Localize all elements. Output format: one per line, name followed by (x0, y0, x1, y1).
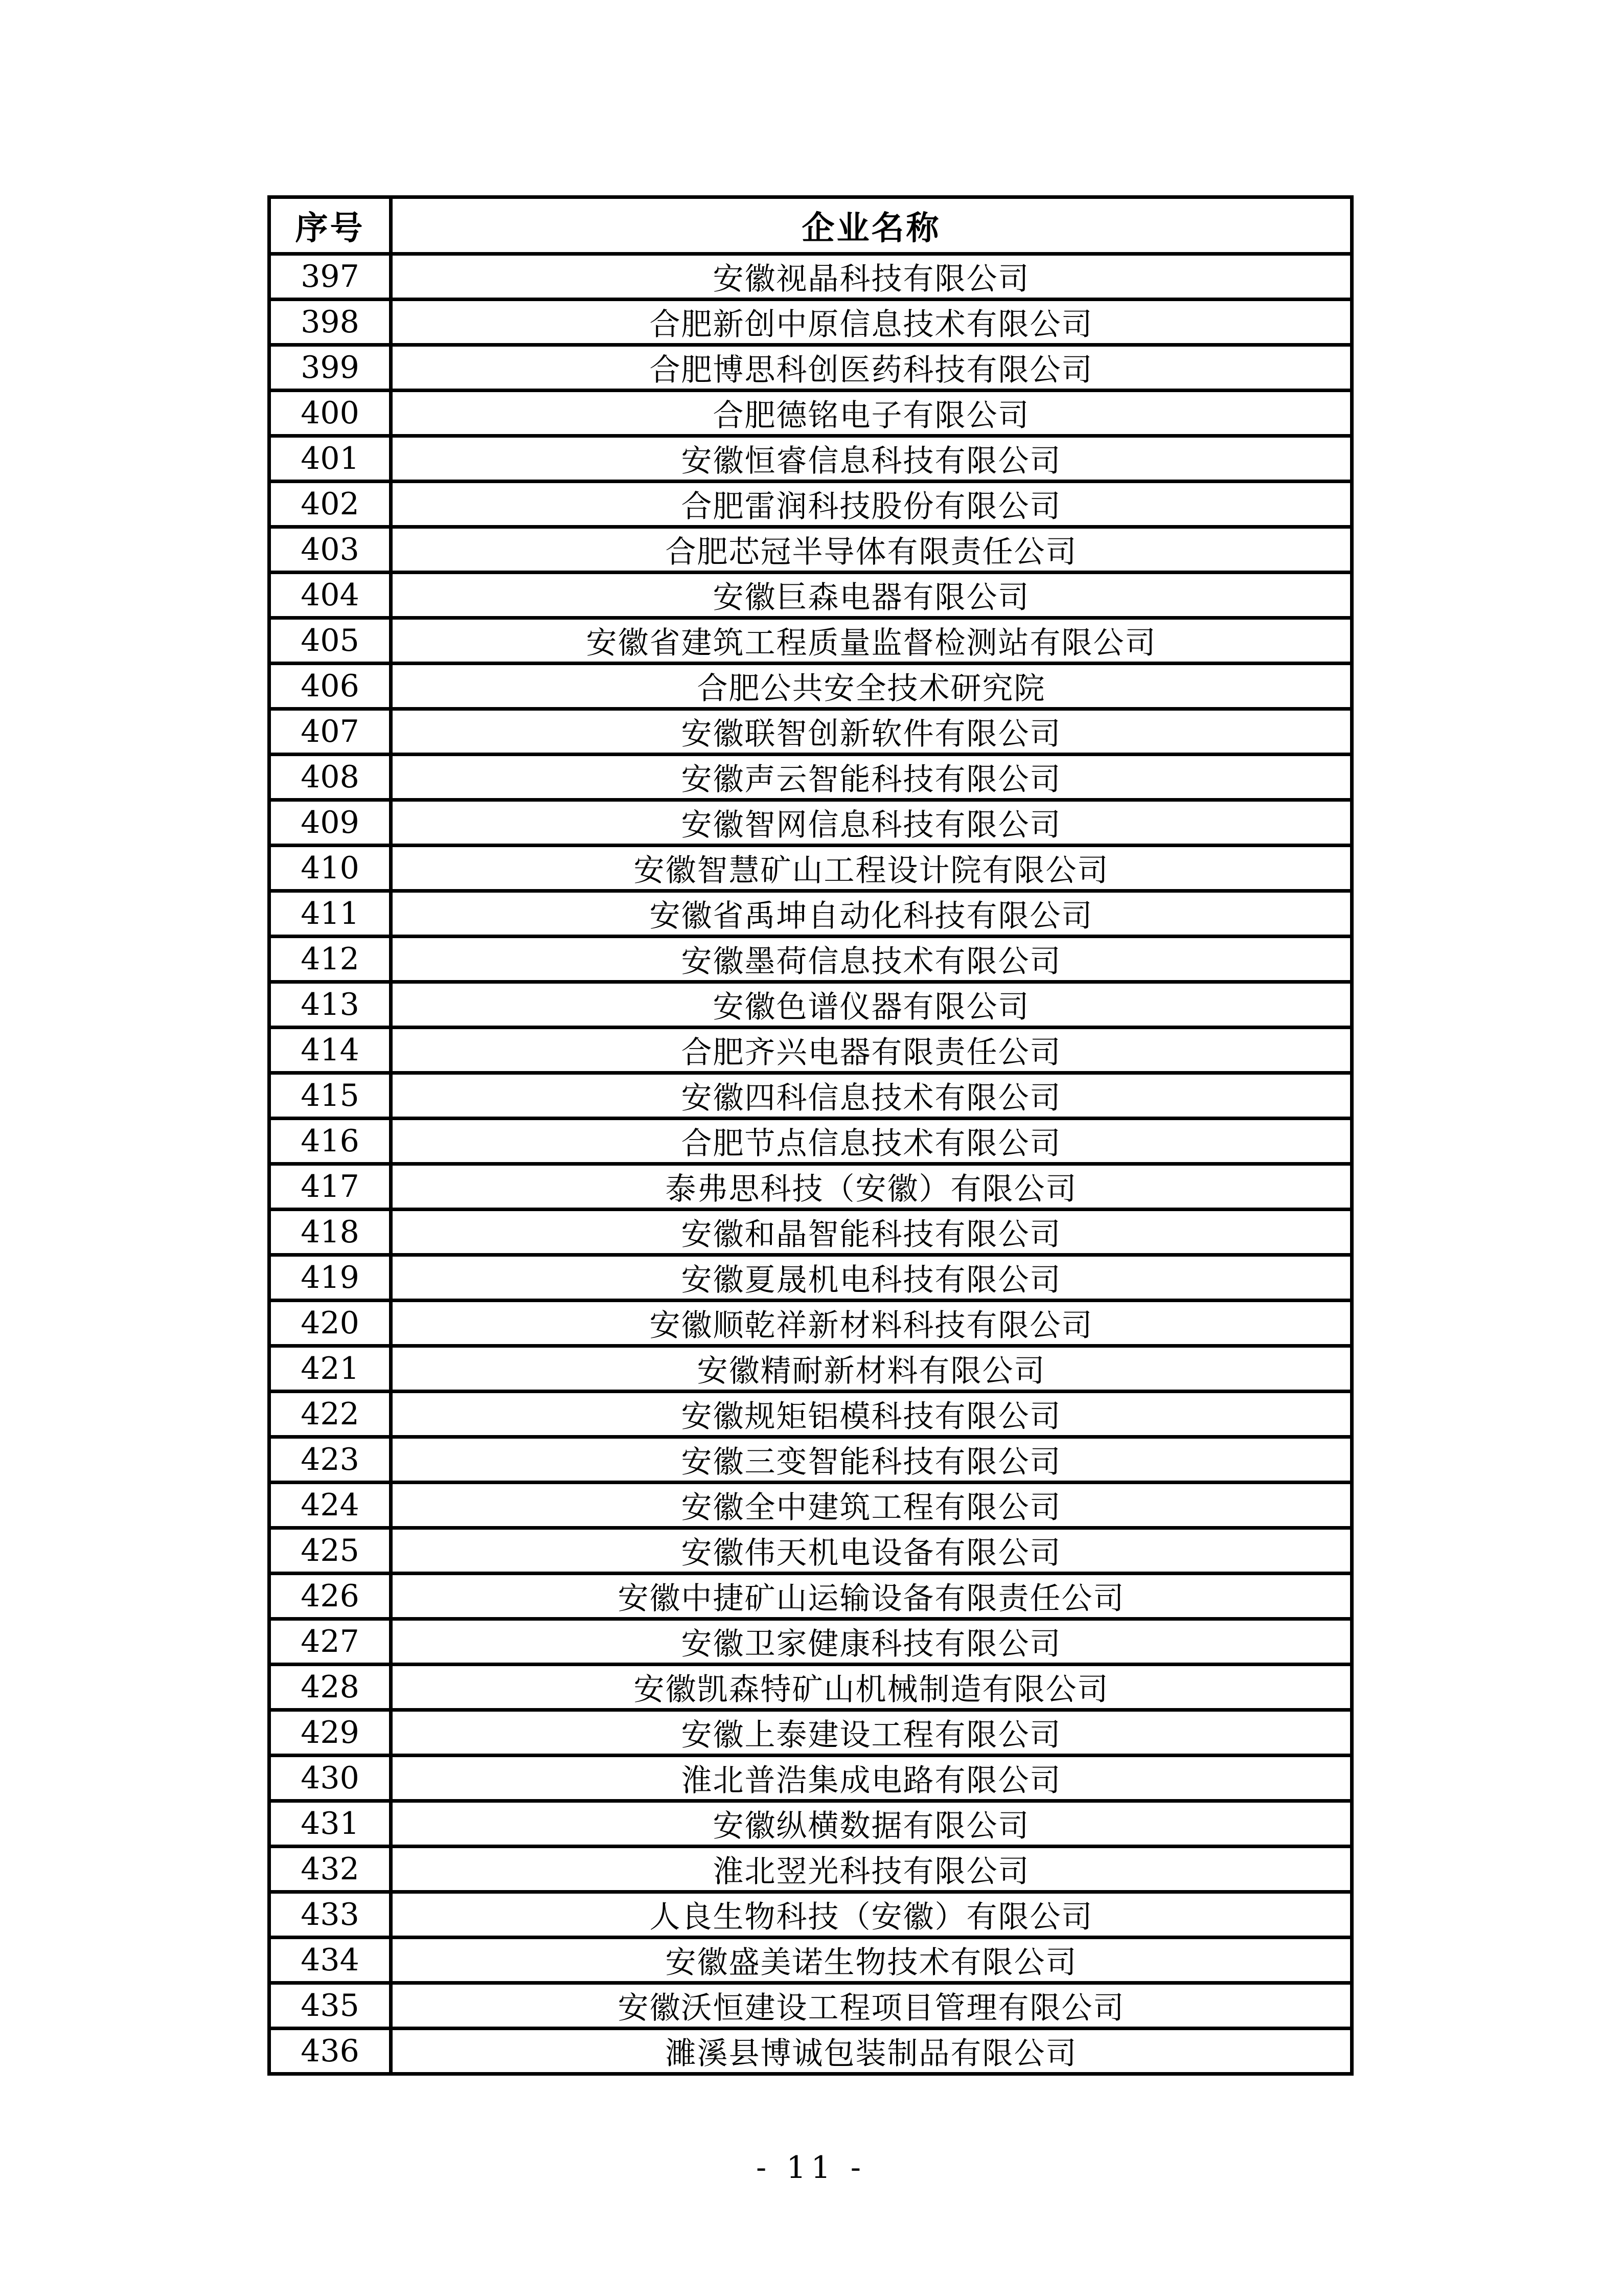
row-index-cell: 417 (271, 1166, 393, 1208)
company-name-cell: 安徽盛美诺生物技术有限公司 (665, 1945, 1078, 1981)
company-name-cell: 安徽上泰建设工程有限公司 (681, 1717, 1062, 1753)
table-row (271, 1435, 1350, 1481)
company-name-cell: 安徽和晶智能科技有限公司 (681, 1217, 1062, 1253)
table-row (271, 298, 1350, 343)
row-index-cell: 405 (271, 620, 393, 662)
company-name-cell: 人良生物科技（安徽）有限公司 (649, 1899, 1093, 1935)
company-name-cell: 安徽凯森特矿山机械制造有限公司 (633, 1672, 1109, 1708)
row-index-cell: 430 (271, 1757, 393, 1799)
company-name-cell: 合肥齐兴电器有限责任公司 (681, 1035, 1062, 1071)
row-index-cell: 414 (271, 1029, 393, 1071)
row-index-cell: 400 (271, 392, 393, 434)
table-row (271, 389, 1350, 434)
company-name-cell: 安徽声云智能科技有限公司 (681, 762, 1062, 798)
company-name-cell: 安徽智慧矿山工程设计院有限公司 (633, 853, 1109, 889)
row-index-cell: 412 (271, 938, 393, 980)
company-name-cell: 安徽精耐新材料有限公司 (697, 1353, 1046, 1389)
table-row (271, 252, 1350, 298)
row-index-cell: 418 (271, 1211, 393, 1253)
row-index-cell: 398 (271, 301, 393, 343)
page-number: - 11 - (756, 2150, 866, 2186)
table-row (271, 1799, 1350, 1845)
company-name-cell: 安徽规矩铝模科技有限公司 (681, 1399, 1062, 1435)
table-row (271, 480, 1350, 525)
column-header-index: 序号 (271, 199, 393, 252)
company-name-cell: 安徽沃恒建设工程项目管理有限公司 (618, 1990, 1125, 2026)
table-row (271, 1481, 1350, 1526)
row-index-cell: 426 (271, 1575, 393, 1617)
company-name-cell: 安徽智网信息科技有限公司 (681, 807, 1062, 843)
company-name-cell: 濉溪县博诚包装制品有限公司 (665, 2036, 1078, 2072)
table-row (271, 1299, 1350, 1344)
company-name-cell: 合肥新创中原信息技术有限公司 (649, 307, 1093, 343)
table-row (271, 1663, 1350, 1708)
company-name-cell: 安徽全中建筑工程有限公司 (681, 1490, 1062, 1526)
row-index-cell: 403 (271, 529, 393, 571)
table-row (271, 616, 1350, 662)
company-name-cell: 安徽顺乾祥新材料科技有限公司 (649, 1308, 1093, 1344)
table-row (271, 1845, 1350, 1890)
company-name-cell: 安徽夏晟机电科技有限公司 (681, 1262, 1062, 1298)
table-row (271, 2027, 1350, 2072)
table-row (271, 980, 1350, 1026)
table-row (271, 798, 1350, 844)
company-name-cell: 安徽省建筑工程质量监督检测站有限公司 (586, 625, 1157, 661)
table-row (271, 753, 1350, 798)
table-row (271, 935, 1350, 980)
row-index-cell: 407 (271, 711, 393, 753)
row-index-cell: 434 (271, 1939, 393, 1981)
company-name-cell: 安徽中捷矿山运输设备有限责任公司 (618, 1581, 1125, 1617)
company-name-cell: 安徽墨荷信息技术有限公司 (681, 944, 1062, 980)
table-row (271, 1936, 1350, 1981)
table-row (271, 1981, 1350, 2027)
row-index-cell: 421 (271, 1348, 393, 1390)
row-index-cell: 436 (271, 2030, 393, 2072)
row-index-cell: 406 (271, 665, 393, 707)
company-name-cell: 合肥芯冠半导体有限责任公司 (665, 534, 1078, 570)
company-name-cell: 安徽纵横数据有限公司 (713, 1808, 1030, 1844)
row-index-cell: 416 (271, 1120, 393, 1162)
row-index-cell: 422 (271, 1393, 393, 1435)
row-index-cell: 411 (271, 893, 393, 935)
table-row (271, 1253, 1350, 1299)
company-name-cell: 安徽四科信息技术有限公司 (681, 1080, 1062, 1116)
company-name-cell: 合肥雷润科技股份有限公司 (681, 489, 1062, 525)
table-row (271, 1071, 1350, 1117)
company-name-cell: 安徽三变智能科技有限公司 (681, 1444, 1062, 1480)
table-row (271, 889, 1350, 935)
company-name-cell: 安徽省禹坤自动化科技有限公司 (649, 898, 1093, 934)
company-name-cell: 安徽伟天机电设备有限公司 (681, 1535, 1062, 1571)
company-name-cell: 安徽色谱仪器有限公司 (713, 989, 1030, 1025)
row-index-cell: 431 (271, 1803, 393, 1845)
row-index-cell: 399 (271, 347, 393, 389)
company-name-cell: 安徽恒睿信息科技有限公司 (681, 443, 1062, 479)
table-row (271, 525, 1350, 571)
row-index-cell: 397 (271, 256, 393, 298)
table-row (271, 1526, 1350, 1572)
row-index-cell: 429 (271, 1712, 393, 1754)
table-row (271, 1117, 1350, 1162)
company-table (267, 195, 1354, 2076)
row-index-cell: 401 (271, 438, 393, 480)
column-header-name: 企业名称 (802, 209, 941, 247)
row-index-cell: 415 (271, 1075, 393, 1117)
company-name-cell: 淮北翌光科技有限公司 (713, 1854, 1030, 1890)
row-index-cell: 433 (271, 1894, 393, 1936)
table-row (271, 707, 1350, 753)
row-index-cell: 409 (271, 802, 393, 844)
row-index-cell: 427 (271, 1621, 393, 1663)
table-header-row (271, 199, 1350, 252)
row-index-cell: 432 (271, 1848, 393, 1890)
table-row (271, 1208, 1350, 1253)
table-row (271, 343, 1350, 389)
table-row (271, 434, 1350, 480)
table-row (271, 844, 1350, 889)
table-body (271, 252, 1350, 2072)
row-index-cell: 408 (271, 756, 393, 798)
row-index-cell: 419 (271, 1257, 393, 1299)
table-row (271, 1026, 1350, 1071)
row-index-cell: 404 (271, 574, 393, 616)
company-name-cell: 安徽巨森电器有限公司 (713, 580, 1030, 616)
company-name-cell: 淮北普浩集成电路有限公司 (681, 1763, 1062, 1799)
row-index-cell: 423 (271, 1439, 393, 1481)
row-index-cell: 402 (271, 483, 393, 525)
row-index-cell: 420 (271, 1302, 393, 1344)
row-index-cell: 435 (271, 1985, 393, 2027)
row-index-cell: 410 (271, 847, 393, 889)
row-index-cell: 424 (271, 1484, 393, 1526)
table-row (271, 1617, 1350, 1663)
company-name-cell: 合肥博思科创医药科技有限公司 (649, 352, 1093, 388)
company-name-cell: 安徽联智创新软件有限公司 (681, 716, 1062, 752)
table-row (271, 1572, 1350, 1617)
company-name-cell: 合肥德铭电子有限公司 (713, 398, 1030, 434)
company-name-cell: 泰弗思科技（安徽）有限公司 (665, 1171, 1078, 1207)
table-row (271, 1390, 1350, 1435)
table-row (271, 1754, 1350, 1799)
row-index-cell: 425 (271, 1530, 393, 1572)
table-row (271, 571, 1350, 616)
company-name-cell: 安徽视晶科技有限公司 (713, 261, 1030, 297)
company-name-cell: 合肥公共安全技术研究院 (697, 671, 1046, 707)
table-row (271, 1890, 1350, 1936)
table-row (271, 1708, 1350, 1754)
row-index-cell: 413 (271, 984, 393, 1026)
table-row (271, 662, 1350, 707)
table-row (271, 1344, 1350, 1390)
company-name-cell: 合肥节点信息技术有限公司 (681, 1126, 1062, 1162)
row-index-cell: 428 (271, 1666, 393, 1708)
company-name-cell: 安徽卫家健康科技有限公司 (681, 1626, 1062, 1662)
table-row (271, 1162, 1350, 1208)
